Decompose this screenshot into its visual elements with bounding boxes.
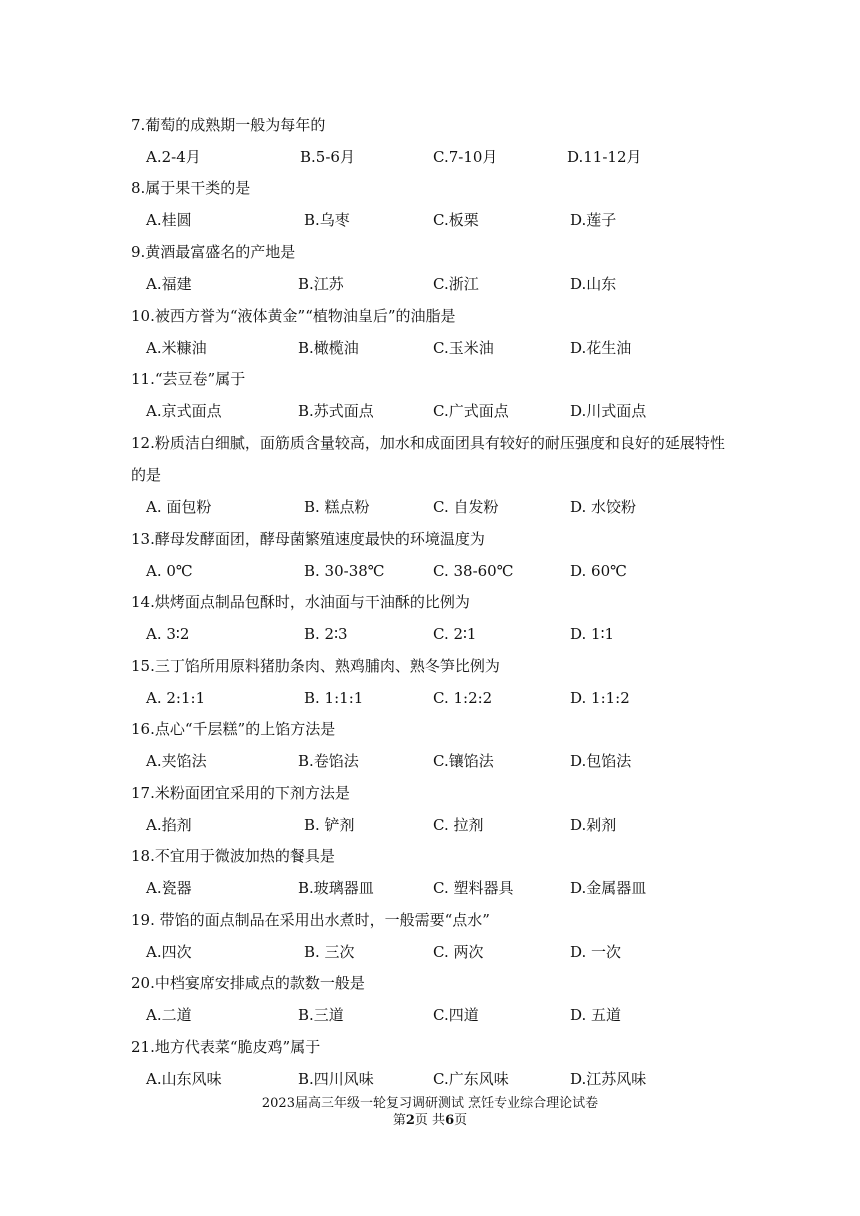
q18-option-b: B.玻璃器皿 [298, 879, 374, 897]
q12-option-b: B. 糕点粉 [304, 498, 370, 516]
q19-option-b: B. 三次 [304, 943, 355, 961]
q10-option-c: C.玉米油 [433, 339, 494, 357]
q15-option-a: A. 2:1:1 [146, 689, 206, 707]
question-9-stem: 9.黄酒最富盛名的产地是 [131, 243, 296, 261]
q14-option-b: B. 2∶3 [304, 625, 348, 643]
question-10-stem: 10.被西方誉为“液体黄金”“植物油皇后”的油脂是 [131, 307, 456, 325]
q13-option-b: B. 30-38℃ [304, 562, 385, 580]
footer-page-number [0, 1113, 860, 1129]
question-12-stem-continued: 的是 [131, 466, 162, 484]
question-12-stem: 12.粉质洁白细腻，面筋质含量较高，加水和成面团具有较好的耐压强度和良好的延展特性 [131, 434, 725, 452]
q8-option-b: B.乌枣 [304, 211, 350, 229]
q7-option-a: A.2-4月 [146, 148, 201, 166]
q7-option-c: C.7-10月 [433, 148, 498, 166]
q15-option-b: B. 1:1:1 [304, 689, 364, 707]
q17-option-c: C. 拉剂 [433, 816, 484, 834]
q8-option-c: C.板栗 [433, 211, 479, 229]
question-20-stem: 20.中档宴席安排咸点的款数一般是 [131, 974, 365, 992]
q9-option-c: C.浙江 [433, 275, 479, 293]
q19-option-c: C. 两次 [433, 943, 484, 961]
question-13-stem: 13.酵母发酵面团，酵母菌繁殖速度最快的环境温度为 [131, 530, 485, 548]
q13-option-c: C. 38-60℃ [433, 562, 514, 580]
q7-option-d: D.11-12月 [567, 148, 642, 166]
q20-option-a: A.二道 [146, 1006, 192, 1024]
q16-option-d: D.包馅法 [570, 752, 632, 770]
page-mid: 页 共 [414, 1113, 446, 1128]
q9-option-d: D.山东 [570, 275, 617, 293]
q20-option-c: C.四道 [433, 1006, 479, 1024]
question-19-stem: 19. 带馅的面点制品在采用出水煮时，一般需要“点水” [131, 911, 490, 929]
question-14-stem: 14.烘烤面点制品包酥时，水油面与干油酥的比例为 [131, 593, 470, 611]
q10-option-d: D.花生油 [570, 339, 632, 357]
q9-option-a: A.福建 [146, 275, 192, 293]
q17-option-b: B. 铲剂 [304, 816, 355, 834]
q19-option-d: D. 一次 [570, 943, 622, 961]
q8-option-d: D.莲子 [570, 211, 617, 229]
q21-option-d: D.江苏风味 [570, 1070, 647, 1088]
q10-option-b: B.橄榄油 [298, 339, 359, 357]
current-page: 2 [405, 1113, 415, 1128]
q11-option-d: D.川式面点 [570, 402, 647, 420]
q12-option-d: D. 水饺粉 [570, 498, 637, 516]
q7-option-b: B.5-6月 [300, 148, 355, 166]
total-pages: 6 [445, 1113, 455, 1128]
q13-option-a: A. 0℃ [146, 562, 193, 580]
q11-option-a: A.京式面点 [146, 402, 222, 420]
q16-option-b: B.卷馅法 [298, 752, 359, 770]
q18-option-c: C. 塑料器具 [433, 879, 514, 897]
question-16-stem: 16.点心“千层糕”的上馅方法是 [131, 720, 336, 738]
q17-option-a: A.掐剂 [146, 816, 192, 834]
q19-option-a: A.四次 [146, 943, 192, 961]
question-15-stem: 15.三丁馅所用原料猪肋条肉、熟鸡脯肉、熟冬笋比例为 [131, 657, 500, 675]
q20-option-d: D. 五道 [570, 1006, 622, 1024]
q12-option-a: A. 面包粉 [146, 498, 212, 516]
q21-option-a: A.山东风味 [146, 1070, 222, 1088]
question-7-stem: 7.葡萄的成熟期一般为每年的 [131, 116, 326, 134]
q11-option-c: C.广式面点 [433, 402, 509, 420]
q13-option-d: D. 60℃ [570, 562, 627, 580]
q14-option-d: D. 1∶1 [570, 625, 615, 643]
q9-option-b: B.江苏 [298, 275, 344, 293]
q14-option-a: A. 3∶2 [146, 625, 190, 643]
q17-option-d: D.剁剂 [570, 816, 617, 834]
question-8-stem: 8.属于果干类的是 [131, 179, 251, 197]
q18-option-a: A.瓷器 [146, 879, 192, 897]
q21-option-b: B.四川风味 [298, 1070, 374, 1088]
question-18-stem: 18.不宜用于微波加热的餐具是 [131, 847, 335, 865]
q18-option-d: D.金属器皿 [570, 879, 647, 897]
page-suffix: 页 [454, 1113, 468, 1128]
q11-option-b: B.苏式面点 [298, 402, 374, 420]
question-11-stem: 11.“芸豆卷”属于 [131, 370, 246, 388]
q20-option-b: B.三道 [298, 1006, 344, 1024]
q10-option-a: A.米糠油 [146, 339, 207, 357]
q16-option-c: C.镶馅法 [433, 752, 494, 770]
q12-option-c: C. 自发粉 [433, 498, 499, 516]
q15-option-c: C. 1:2:2 [433, 689, 493, 707]
footer-exam-title: 2023届高三年级一轮复习调研测试 烹饪专业综合理论试卷 [261, 1096, 599, 1111]
q8-option-a: A.桂圆 [146, 211, 192, 229]
question-21-stem: 21.地方代表菜“脆皮鸡”属于 [131, 1038, 321, 1056]
q14-option-c: C. 2∶1 [433, 625, 477, 643]
page-prefix: 第 [392, 1113, 406, 1128]
q16-option-a: A.夹馅法 [146, 752, 207, 770]
q15-option-d: D. 1:1:2 [570, 689, 630, 707]
question-17-stem: 17.米粉面团宜采用的下剂方法是 [131, 784, 350, 802]
q21-option-c: C.广东风味 [433, 1070, 509, 1088]
